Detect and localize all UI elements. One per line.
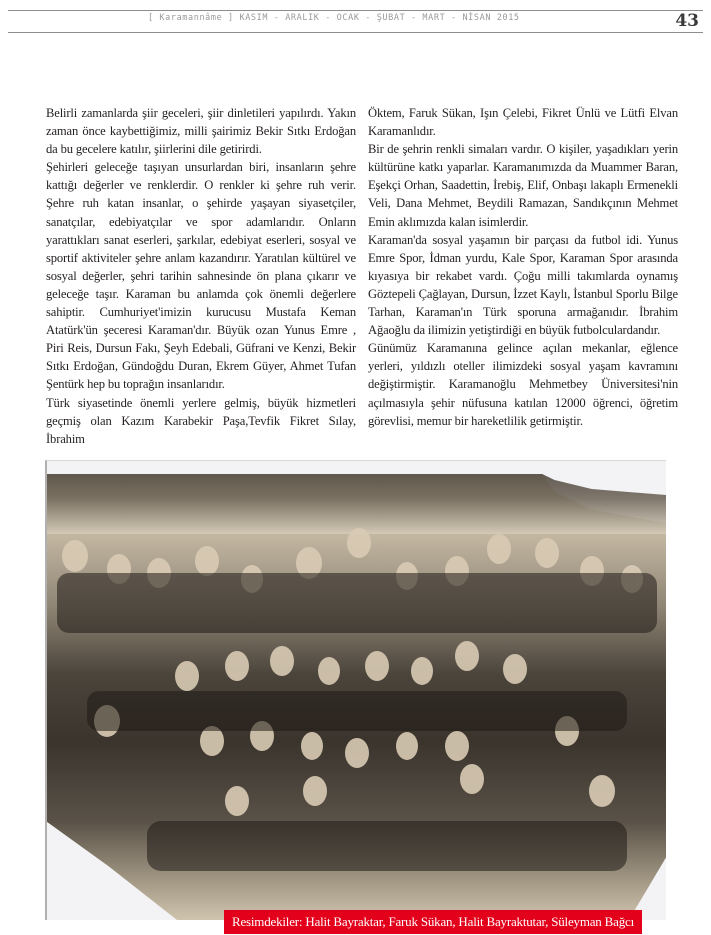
paragraph: Günümüz Karamanına gelince açılan mekanlar, eğlence yerleri, yıldızlı oteller ilimizdeki sosyal yaşam kavramını değiştirmiştir. Karamanoğlu Mehmetbey Üniversitesi'nin açılmasıyla şehir nüfusuna katılan 12000 öğrenci, öğretim görevlisi, memur bir hareketlilik getirmiştir.	[368, 341, 678, 428]
paragraph: Belirli zamanlarda şiir geceleri, şiir dinletileri yapılırdı. Yakın zaman önce kaybettiğimiz, milli şairimiz Bekir Sıtkı Erdoğan da bu gecelere katılır, şiirlerini dile getirirdi.	[46, 106, 356, 157]
running-head: [ Karamannâme ] KASIM - ARALIK - OCAK - ŞUBAT - MART - NİSAN 2015	[148, 13, 520, 23]
paragraph: Öktem, Faruk Sükan, Işın Çelebi, Fikret Ünlü ve Lütfi Elvan Karamanlıdır.	[368, 106, 678, 139]
page-number: 43	[675, 11, 699, 31]
paragraph: Türk siyasetinde önemli yerlere gelmiş, büyük hizmetleri geçmiş olan Kazım Karabekir Paşa,Tevfik Fikret Sılay, İbrahim	[46, 395, 356, 446]
page-header	[0, 0, 711, 36]
paragraph: Karaman'da sosyal yaşamın bir parçası da futbol idi. Yunus Emre Spor, İdman yurdu, Kale Spor, Karaman Spor arasında kıyasıya bir rekabet vardı. Çoğu milli takımlarda oynamış Göztepeli Çağlayan, Dursun, İzzet Kaylı, İstanbul Sporlu Bilge Tarhan, Karaman'ın Türk sporuna armağanıdır. İbrahim Ağaoğlu da ilimizin yetiştirdiği en büyük futbolculardandır.	[368, 232, 678, 338]
paragraph: Bir de şehrin renkli simaları vardır. O kişiler, yaşadıkları yerin kültürüne katkı yaparlar. Karamanımızda da Muammer Baran, Eşekçi Orhan, Saadettin, İrebiş, Elif, Onbaşı lakaplı Ermenekli Veli, Dana Mehmet, Beydili Ramazan, Sandıkçının Mehmet Emin aklımızda kalan isimlerdir.	[368, 142, 678, 229]
photo-caption: Resimdekiler: Halit Bayraktar, Faruk Sükan, Halit Bayraktutar, Süleyman Bağcı	[224, 910, 642, 934]
text-column-left	[46, 104, 356, 448]
header-rule-top	[8, 10, 703, 11]
crowd-silhouette	[47, 461, 666, 920]
group-photo	[45, 460, 666, 920]
text-column-right	[368, 104, 678, 430]
paragraph: Şehirleri geleceğe taşıyan unsurlardan biri, insanların şehre kattığı değerler ve renklerdir. O renkler ki şehre ruh verir. Şehre ruh katan insanlar, o şehirde yaşayan siyasetçiler, sanatçılar, edebiyatçılar ve spor adamlarıdır. Onların yarattıkları sanat eserleri, şarkılar, edebiyat eserleri, sosyal ve sportif aktiviteler şehre anlam kazandırır. Yaratılan kültürel ve sosyal değerler, şehri tarihin sahnesinde ön plana çıkarır ve geleceğe taşır. Karaman bu anlamda çok önemli değerlere sahiptir. Cumhuriyet'imizin kurucusu Mustafa Keman Atatürk'ün şeceresi Karaman'dır. Büyük ozan Yunus Emre , Piri Reis, Dursun Fakı, Şeyh Edebali, Güfrani ve Kenzi, Bekir Sıtkı Erdoğan, Gündoğdu Duran, Ekrem Güyer, Ahmet Tufan Şentürk hep bu toprağın insanlarıdır.	[46, 160, 356, 392]
header-rule-bottom	[8, 32, 703, 33]
